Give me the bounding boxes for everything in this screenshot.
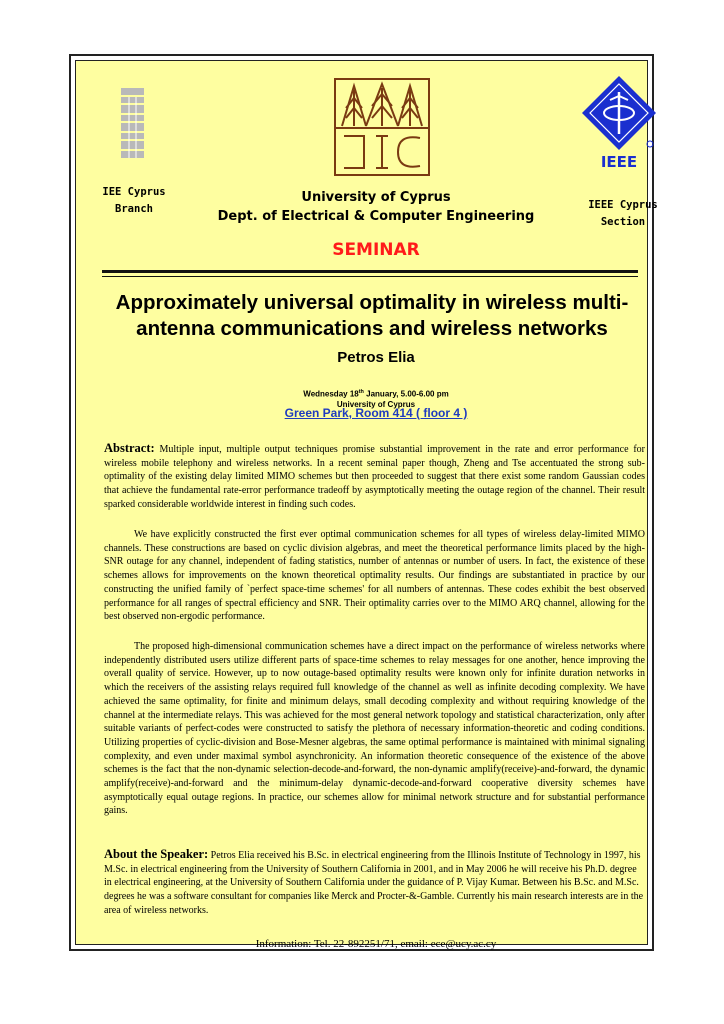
date-prefix: Wednesday 18	[303, 389, 359, 399]
organizer-heading	[206, 188, 546, 226]
abstract-lead: Abstract:	[104, 441, 155, 455]
right-section-line-1: IEEE Cyprus	[588, 199, 658, 211]
talk-title: Approximately universal optimality in wireless multi-antenna communications and wireless networks	[115, 291, 629, 340]
talk-date	[226, 387, 526, 400]
contact-info: Information: Tel. 22-892251/71, email: ece@ucy.ac.cy	[255, 938, 497, 950]
date-suffix: January, 5.00-6.00 pm	[363, 389, 449, 399]
venue-link[interactable]: Green Park, Room 414 ( floor 4 )	[284, 406, 468, 420]
about-text: Petros Elia received his B.Sc. in electrical engineering from the Illinois Institute of Technology in 1997, his M.Sc. in electrical engineering from the University of Southern California in 2001, and in May 2006 he will receive his Ph.D. degree in electrical engineering, at the University of Southern California under the guidance of P. Vijay Kumar. Between his B.Sc. and M.Sc. degrees he was a software consultant for companies like Merck and Procter-&-Gamble. Currently his main research interests are in the area of wireless networks.	[104, 850, 644, 916]
department-name: Dept. of Electrical & Computer Engineering	[217, 209, 535, 224]
right-section-line-2: Section	[600, 216, 646, 228]
about-speaker	[104, 848, 645, 918]
abstract-paragraph-3: The proposed high-dimensional communication schemes have a direct impact on the performance of wireless networks where independently distributed users utilize different parts of space-time schemes to relay messages for one another, hence improving the overall quality of service. However, up to now outage-based optimality results were known only for infinite duration networks in which the receivers of the assisting relays required full knowledge of the channel as well as infinite decoding complexity. We have achieved the same optimality, for finite and minimum delays, small decoding complexity and without requiring knowledge of the channel at the intermediate relays. This was achieved for the most general network topology and statistical characterization, only after suitable variants of perfect-codes were constructed to satisfy the plethora of necessary information-theoretic and coding conditions. Utilizing properties of cyclic-division and Bose-Mesner algebras, the same optimal performance is maintained with minimal signaling complexity, and even under maximal symbol asynchronicity. An information theoretic consequence of the existence of the above schemes is the fact that the non-dynamic selection-decode-and-forward, the non-dynamic amplify(receive)-and-forward, the dynamic amplify(receive)-and-forward and the minimum-delay dynamic-decode-and-forward cooperative diversity schemes have asymptotically equal outage regions. In practice, our schemes allow for minimal network structure and for substantial performance gains.	[104, 641, 645, 817]
abstract-paragraph-2: We have explicitly constructed the first ever optimal communication schemes for all types of wireless delay-limited MIMO channels. These constructions are based on cyclic division algebras, and meet the theoretical performance limits placed by the high-SNR outage for any channel, independent of fading statistics, number of antennas or number of users. In fact, the existence of these schemes allows for improvements on the known theoretical optimality results. Our findings are substantiated in practice by our constructing the unified family of `perfect space-time schemes' for all numbers of antennas. These codes exhibit the best observed performance for all ranges of spectral efficiency and SNR. Their optimality carries over to the MIMO ARQ channel, allowing for the best observed non-ergodic performance.	[104, 529, 645, 623]
seminar-label: SEMINAR	[332, 240, 420, 260]
left-branch-line-1: IEE Cyprus	[102, 186, 166, 198]
poster-frame	[69, 54, 658, 951]
divider-thin	[102, 276, 638, 277]
date-sup: th	[358, 389, 364, 395]
university-of-cyprus-logo	[334, 78, 430, 176]
ieee-logo	[580, 74, 658, 169]
iee-logo	[121, 88, 144, 158]
university-name: University of Cyprus	[301, 190, 451, 205]
about-lead: About the Speaker:	[104, 847, 209, 861]
divider-thick	[102, 270, 638, 273]
left-branch-line-2: Branch	[115, 203, 153, 215]
iee-cyprus-branch	[84, 184, 184, 218]
abstract-text-1: Multiple input, multiple output techniques promise substantial improvement in the rate and error performance for wireless mobile telephony and wireless networks. In a recent seminal paper though, Zheng and Tse accentuated the strong sub-optimality of the existing delay limited MIMO schemes but then proceeded to suggest that there exist some random Gaussian codes that achieve the fundamental rate-error performance tradeoff by asymptotically meeting the outage region of the channel. Their result sparked considerable worldwide interest in finding such codes.	[104, 444, 646, 510]
talk-institution: University of Cyprus	[336, 399, 416, 409]
abstract-paragraph-1	[104, 442, 645, 512]
ieee-logo-text: IEEE	[600, 153, 638, 169]
speaker-name: Petros Elia	[337, 349, 415, 366]
ieee-cyprus-section	[571, 197, 675, 231]
poster	[75, 60, 658, 950]
